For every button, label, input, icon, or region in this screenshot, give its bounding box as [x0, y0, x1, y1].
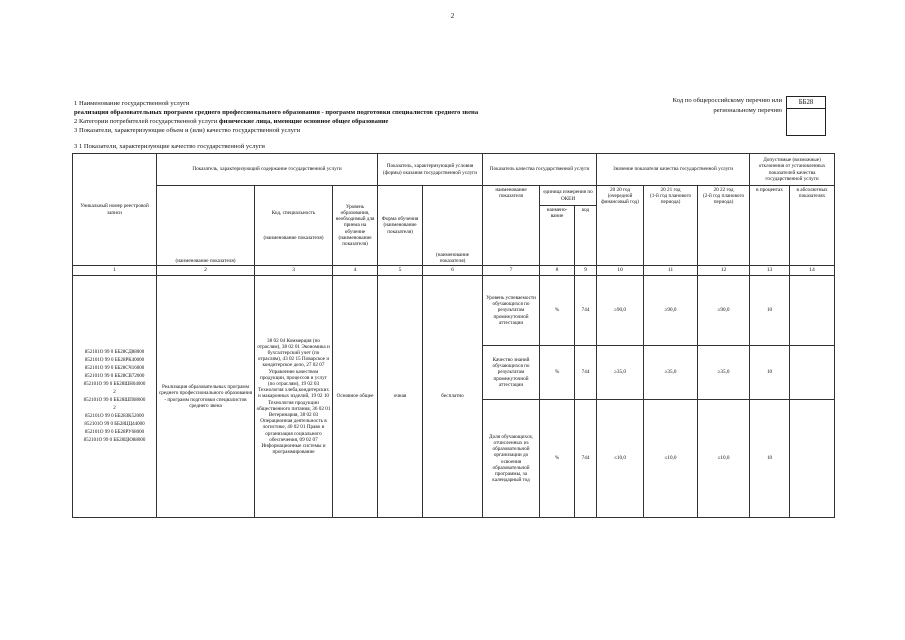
- unit-name: %: [540, 400, 575, 518]
- deviation-percent: 10: [750, 400, 790, 518]
- year1-title: 20 20 год: [610, 187, 631, 193]
- service-name-bold: реализация образовательных программ среднего профессионального образования - программ подготовки специалистов среднего звена: [74, 109, 479, 116]
- unit-code: 744: [575, 276, 597, 346]
- conditions-col2-header: (наименование показателя): [423, 186, 483, 266]
- quality-indicators-heading: 3 1 Показатели, характеризующие качество государственной услуги: [74, 143, 265, 150]
- col-number: 7: [483, 266, 540, 276]
- col-number: 3: [255, 266, 333, 276]
- value-year2: ≥90,0: [644, 276, 698, 346]
- col-number: 4: [333, 266, 378, 276]
- col-number: 1: [73, 266, 157, 276]
- unit-code: 744: [575, 346, 597, 400]
- deviation-absolute: [790, 346, 835, 400]
- quality-value-header: Значение показателя качества государственной услуги: [597, 154, 750, 186]
- quality-indicator-header: Показатель качества государственной услуги: [483, 154, 597, 186]
- col-number: 5: [378, 266, 423, 276]
- unit-name: %: [540, 276, 575, 346]
- unit-header: единица измерения по ОКЕИ: [540, 186, 597, 206]
- deviation-percent: 10: [750, 346, 790, 400]
- conditions-indicator-header: Показатель, характеризующий условия (формы) оказания государственной услуги: [378, 154, 483, 186]
- deviation-header: Допустимые (возможные) отклонения от установленных показателей качества государственной услуги: [750, 154, 835, 186]
- education-level-header: Уровень образования, необходимый для приема на обучение (наименование показателя): [333, 186, 378, 266]
- year3-sub: (2-й год планового периода): [702, 193, 745, 206]
- unit-code-header: код: [575, 206, 597, 266]
- col-number: 9: [575, 266, 597, 276]
- program-name: Реализация образовательных программ среднего профессионального образования - программ подготовки специалистов среднего звена: [157, 276, 255, 518]
- col-number: 14: [790, 266, 835, 276]
- unique-number-header: Уникальный номер реестровой записи: [73, 154, 157, 266]
- col-number: 12: [698, 266, 750, 276]
- unit-name: %: [540, 346, 575, 400]
- value-year2: ≤10,0: [644, 400, 698, 518]
- deviation-percent-header: в процентах: [750, 186, 790, 266]
- page-number: 2: [450, 12, 455, 20]
- value-year1: ≥90,0: [597, 276, 644, 346]
- registry-code-box: [786, 96, 826, 136]
- extra-condition: бесплатно: [423, 276, 483, 518]
- column-numbers-row: [73, 266, 835, 276]
- col-number: 10: [597, 266, 644, 276]
- education-level: Основное общее: [333, 276, 378, 518]
- consumer-label: 2 Категории потребителей государственной услуги: [74, 118, 218, 125]
- deviation-percent: 10: [750, 276, 790, 346]
- unit-name-header: наимено-вание: [540, 206, 575, 266]
- year2-sub: (1-й год планового периода): [649, 193, 692, 206]
- col-number: 8: [540, 266, 575, 276]
- col-number: 6: [423, 266, 483, 276]
- specialty-header-sub: (наименование показателя): [263, 234, 324, 241]
- year3-header: [698, 186, 750, 266]
- specialty-header: [255, 186, 333, 266]
- year1-header: [597, 186, 644, 266]
- unit-code: 744: [575, 400, 597, 518]
- consumer-category: [74, 117, 388, 126]
- registry-code-label: Код по общероссийскому перечню или региональному перечню: [672, 97, 782, 114]
- specialties-list: 38 02 04 Коммерция (по отраслям), 38 02 01 Экономика и бухгалтерский учет (по отраслям), 43 02 15 Поварское и кондитерское дело, 27 02 07 Управление качеством продукции, процессов и услуг (по отраслям), 19 02 03 Технология хлеба,кондитерских и макаронных изделий, 19 02 10 Технология продукции общественного питания, 36 02 01 Ветеринария, 38 02 03 Операционная деятельность в логистике, 40 02 01 Право и организация социального обеспечения, 09 02 07 Информационные системы и программирование: [255, 276, 333, 518]
- value-year1: ≥35,0: [597, 346, 644, 400]
- registry-code-value: ББ28: [787, 97, 825, 109]
- value-year3: ≤10,0: [698, 400, 750, 518]
- deviation-absolute-header: в абсолютных показателях: [790, 186, 835, 266]
- table-row: [73, 276, 835, 346]
- header-row-2: [73, 186, 835, 206]
- col-number: 11: [644, 266, 698, 276]
- deviation-absolute: [790, 276, 835, 346]
- service-name-label: 1 Наименование государственной услуги: [74, 100, 190, 107]
- indicators-heading: 3 Показатели, характеризующие объем и (или) качество государственной услуги: [74, 127, 301, 134]
- header-row-1: [73, 154, 835, 186]
- content-col1-header: (наименование показателя): [157, 186, 255, 266]
- study-form: очная: [378, 276, 423, 518]
- col-number: 2: [157, 266, 255, 276]
- study-form-header: Форма обучения (наименование показателя): [378, 186, 423, 266]
- indicator-name: Уровень успеваемости обучающихся по результатам промежуточной аттестации: [483, 276, 540, 346]
- quality-indicators-table: [72, 153, 835, 518]
- year3-title: 20 22 год: [713, 187, 734, 193]
- col-number: 13: [750, 266, 790, 276]
- value-year3: ≥90,0: [698, 276, 750, 346]
- year1-sub: (очередной финансовый год): [601, 193, 639, 206]
- value-year1: ≤10,0: [597, 400, 644, 518]
- indicator-name: Доля обучающихся, отчисленных из образовательной организации до освоения образовательной программы, за календарный год: [483, 400, 540, 518]
- content-indicator-header: Показатель, характеризующий содержание государственной услуги: [157, 154, 378, 186]
- value-year2: ≥35,0: [644, 346, 698, 400]
- service-name-value: [74, 108, 478, 117]
- deviation-absolute: [790, 400, 835, 518]
- value-year3: ≥35,0: [698, 346, 750, 400]
- consumer-value: физические лица, имеющие основное общее образование: [219, 118, 389, 125]
- year2-title: 20 21 год: [660, 187, 681, 193]
- specialty-header-title: Код, специальность: [271, 210, 316, 217]
- indicator-name: Качество знаний обучающихся по результатам промежуточной аттестации: [483, 346, 540, 400]
- indicator-name-header: наименование показателя: [483, 186, 540, 266]
- year2-header: [644, 186, 698, 266]
- registry-numbers: 852101О 99 0 ББ28СД88000 852101О 99 0 ББ28РК40000 852101О 99 0 ББ28СЧ16000 852101О 99 0 ББ28СВ72000 852101О 99 0 ББ28ШН04000 2 852101О 99 0 ББ28ШП08000 2 852101О 99 0 ББ28ЗК52000 852101О 99 0 ББ28ЦЦ44000 852101О 99 0 ББ28РУ68000 852101О 99 0 ББ28ЦЮ88000: [73, 276, 157, 518]
